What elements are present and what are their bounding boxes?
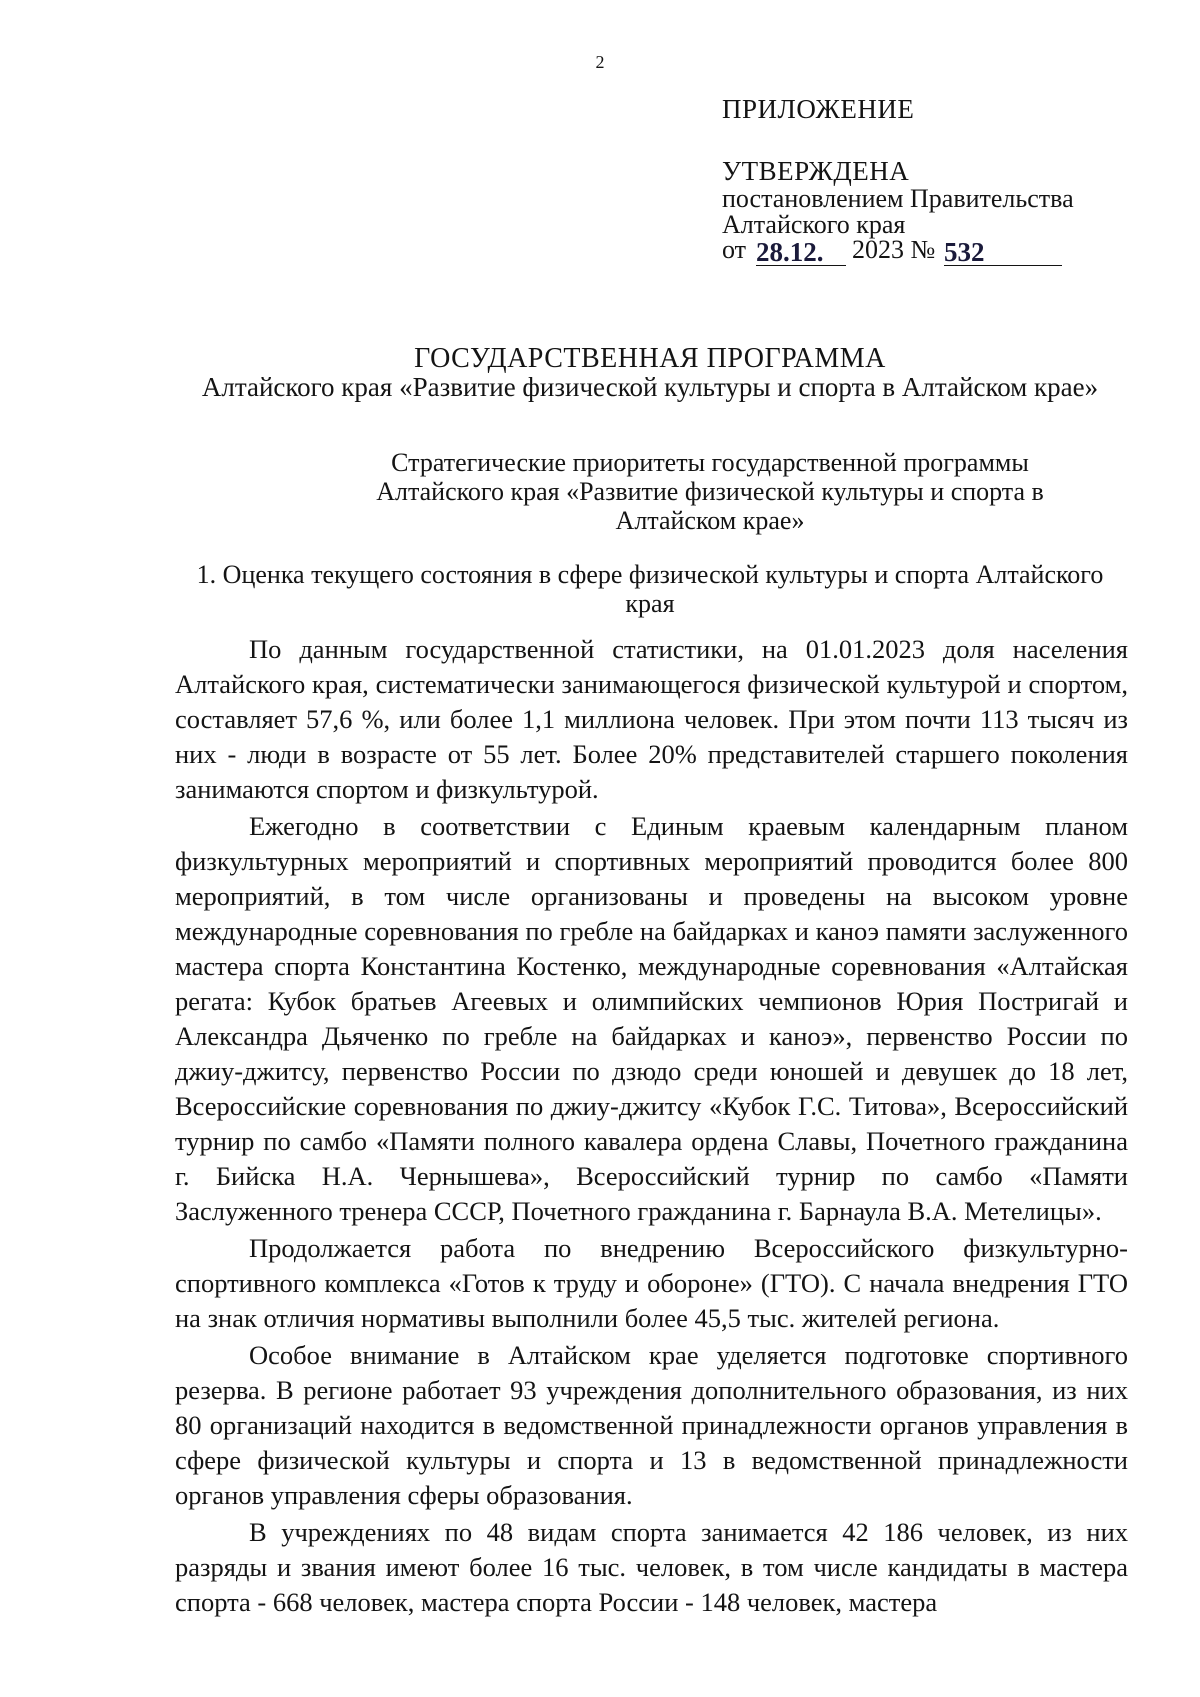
paragraph: Продолжается работа по внедрению Всероссийского физкультурно-спортивного комплекса «Готов к труду и обороне» (ГТО). С начала внедрения ГТО на знак отличия нормативы выполнили более 45,5 тыс. жителей региона.: [175, 1233, 1128, 1333]
section-heading: 1. Оценка текущего состояния в сфере физической культуры и спорта Алтайского края: [196, 560, 1104, 618]
approval-stamp: [722, 96, 1122, 266]
date-blank: [756, 235, 846, 266]
paragraph: Ежегодно в соответствии с Единым краевым календарным планом физкультурных мероприятий и спортивных мероприятий проводится более 800 мероприятий, в том числе организованы и проведены на высоком уровне международные соревнования по гребле на байдарках и каноэ памяти заслуженного мастера спорта Константина Костенко, международные соревнования «Алтайская регата: Кубок братьев Агеевых и олимпийских чемпионов Юрия Постригай и Александра Дьяченко по гребле на байдарках и каноэ», первенство России по джиу-джитсу, первенство России по дзюдо среди юношей и девушек до 18 лет, Всероссийские соревнования по джиу-джитсу «Кубок Г.С. Титова», Всероссийский турнир по самбо «Памяти полного кавалера ордена Славы, Почетного гражданина г. Бийска Н.А. Чернышева», Всероссийский турнир по самбо «Памяти Заслуженного тренера СССР, Почетного гражданина г. Барнаула В.А. Метелицы».: [175, 811, 1128, 1226]
from-label: от: [722, 235, 747, 264]
page-number: 2: [595, 52, 605, 72]
paragraph: Особое внимание в Алтайском крае уделяется подготовке спортивного резерва. В регионе работает 93 учреждения дополнительного образования, из них 80 организаций находится в ведомственной принадлежности органов управления в сфере физической культуры и спорта и 13 в ведомственной принадлежности органов управления сферы образования.: [175, 1340, 1128, 1510]
paragraph: В учреждениях по 48 видам спорта занимается 42 186 человек, из них разряды и звания имеют более 16 тыс. человек, в том числе кандидаты в мастера спорта - 668 человек, мастера спорта России - 148 человек, мастера: [175, 1517, 1128, 1617]
annex-label: ПРИЛОЖЕНИЕ: [722, 94, 915, 124]
year-number-label: 2023 №: [852, 235, 936, 264]
approval-line-2: Алтайского края: [722, 210, 906, 239]
body-text: [175, 632, 1128, 1620]
approval-date-row: [722, 234, 1122, 266]
handwritten-date: 28.12.: [756, 237, 824, 267]
number-blank: [944, 235, 1062, 266]
program-title-name: Алтайского края «Развитие физической культуры и спорта в Алтайском крае»: [201, 372, 1099, 402]
program-title-main: ГОСУДАРСТВЕННАЯ ПРОГРАММА: [414, 343, 886, 374]
handwritten-number: 532: [944, 237, 985, 267]
program-title: [190, 344, 1110, 402]
paragraph: По данным государственной статистики, на 01.01.2023 доля населения Алтайского края, систематически занимающегося физической культурой и спортом, составляет 57,6 %, или более 1,1 миллиона человек. При этом почти 113 тысяч из них - люди в возрасте от 55 лет. Более 20% представителей старшего поколения занимаются спортом и физкультурой.: [175, 634, 1128, 804]
priorities-heading: Стратегические приоритеты государственной программы Алтайского края «Развитие физической культуры и спорта в Алтайском крае»: [376, 448, 1044, 535]
approved-label: УТВЕРЖДЕНА: [722, 156, 910, 186]
approval-line-1: постановлением Правительства: [722, 184, 1074, 213]
